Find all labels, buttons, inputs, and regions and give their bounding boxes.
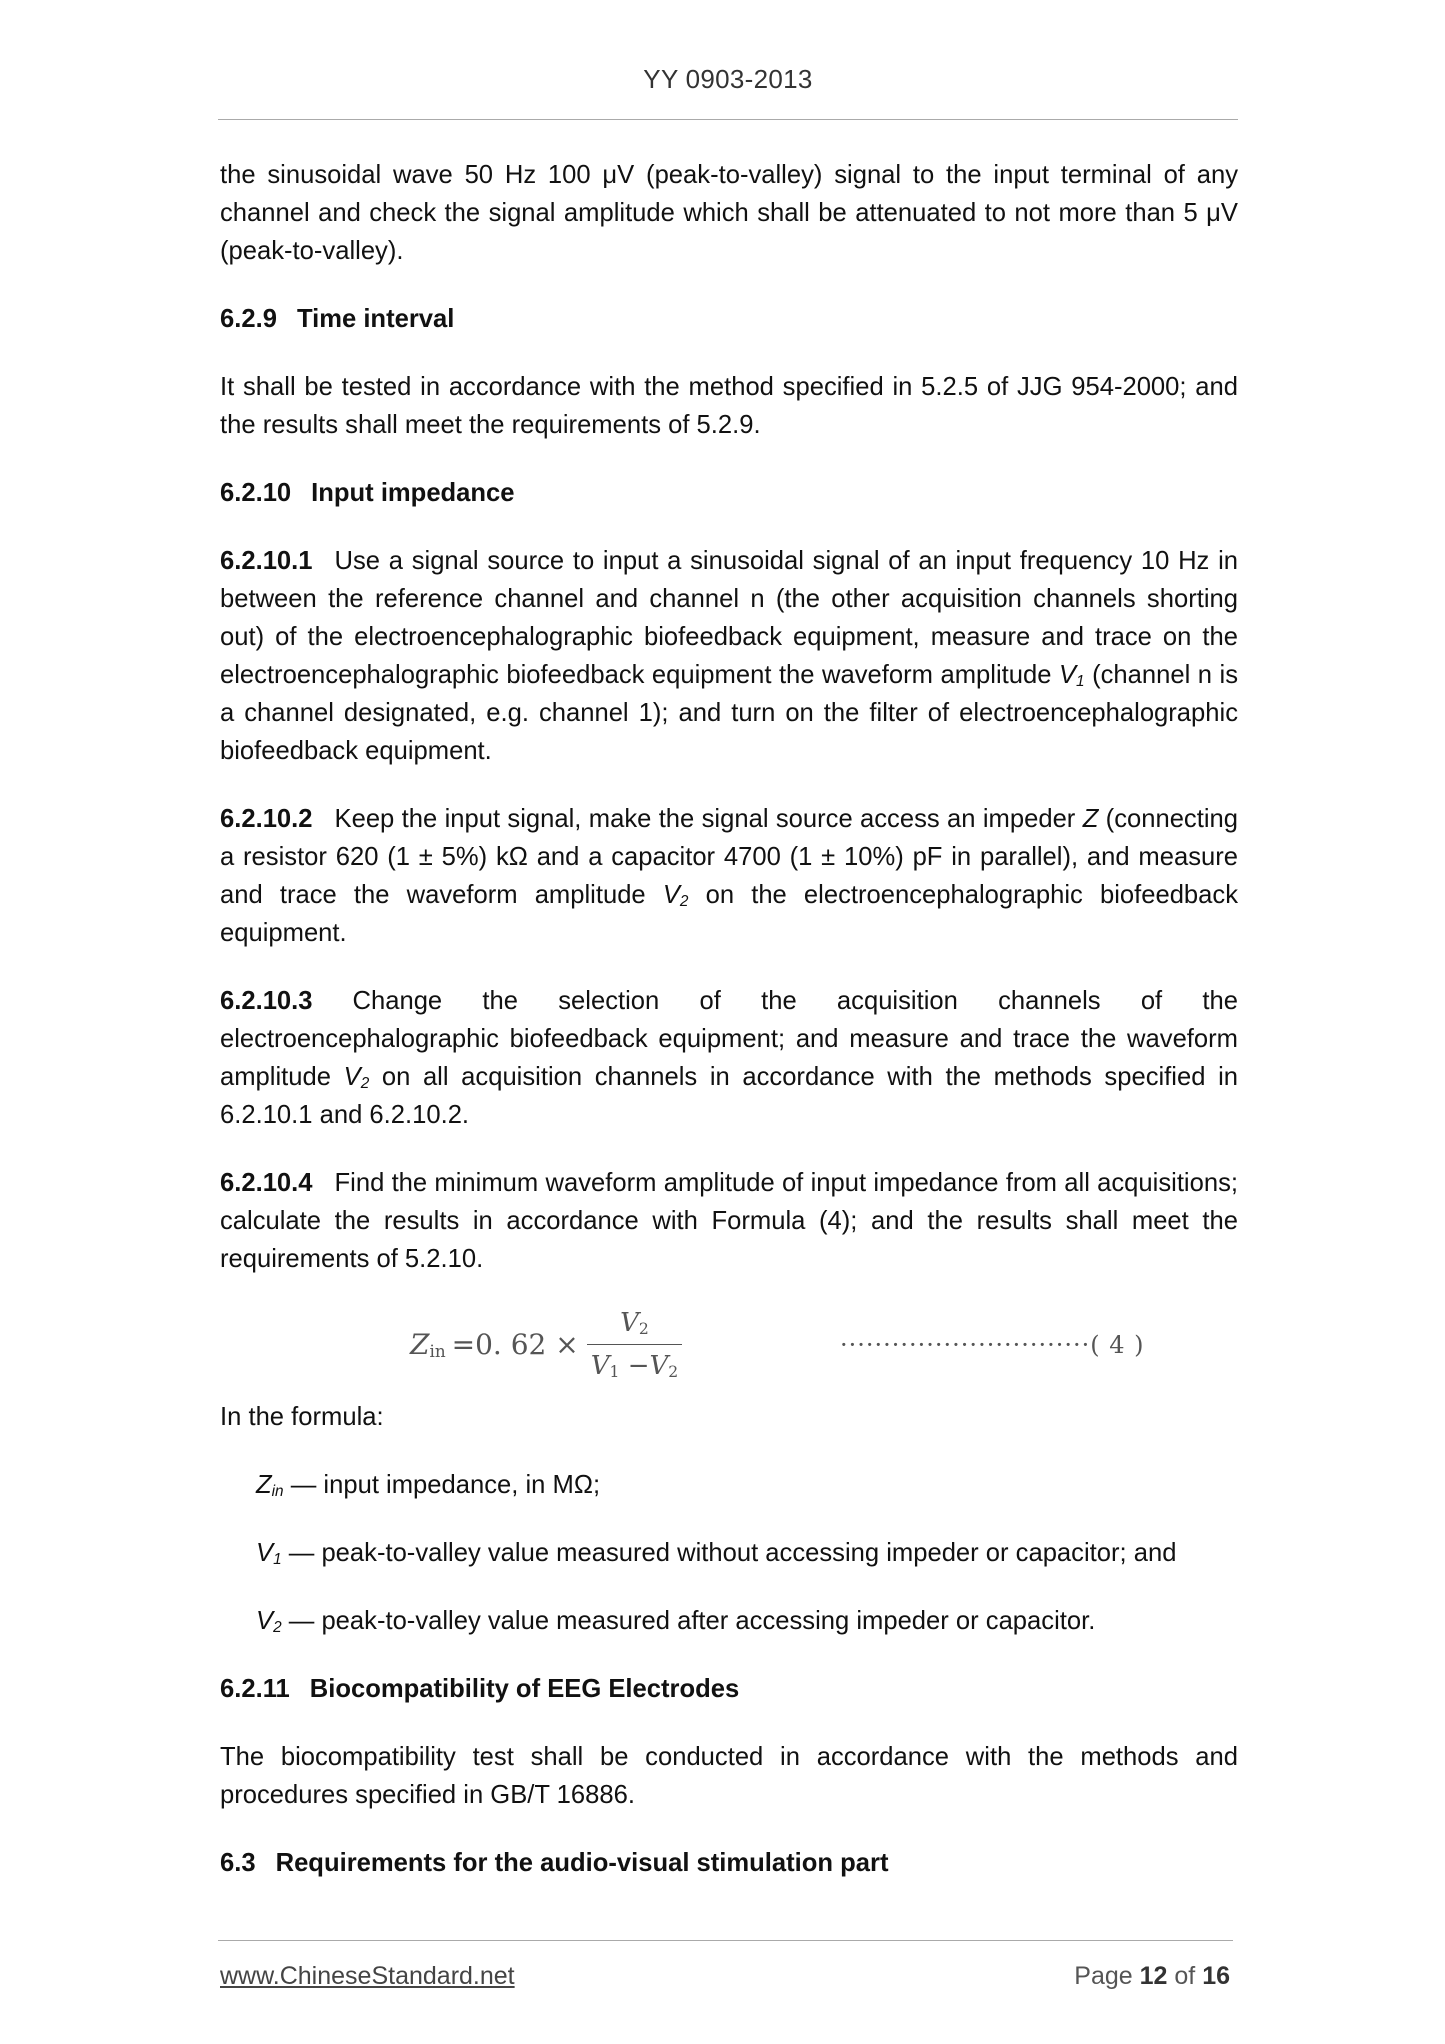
heading-6-2-10 bbox=[220, 474, 1238, 512]
definition-zin: $Z_{in}$ — input impedance, in MΩ; bbox=[256, 1471, 601, 1500]
paragraph-6-2-10-3 bbox=[220, 982, 1238, 1134]
clause-text: Find the minimum waveform amplitude of input impedance from all acquisitions; calculate the results in accordance with Formula (4); and the results shall meet the requirements of 5.2.10. bbox=[220, 1169, 1238, 1273]
paragraph-6-2-11: The biocompatibility test shall be conducted in accordance with the methods and procedures specified in GB/T 16886. bbox=[220, 1743, 1238, 1809]
clause-text: Use a signal source to input a sinusoidal signal of an input frequency 10 Hz in between the reference channel and channel n (the other acquisition channels shorting out) of the electroencephalographic biofeedback equipment, measure and trace on the electroencephalographic biofeedback equipment the waveform amplitude bbox=[220, 547, 1238, 689]
document-id: YY 0903-2013 bbox=[643, 64, 813, 94]
section-title: Time interval bbox=[296, 305, 455, 333]
paragraph-6-2-10-1 bbox=[220, 542, 1238, 770]
symbol-z: Z bbox=[1082, 805, 1099, 833]
formula-fraction: $\frac{V_2}{V_1 -V_2}$ bbox=[587, 1304, 682, 1385]
clause-number: 6.2.10.3 bbox=[220, 987, 313, 1015]
heading-6-2-11 bbox=[220, 1670, 1238, 1708]
formula-4 bbox=[220, 1288, 1238, 1398]
section-number: 6.2.10 bbox=[220, 479, 292, 507]
clause-text: on all acquisition channels in accordance with the methods specified in 6.2.10.1 and 6.2.10.2. bbox=[220, 1063, 1238, 1129]
clause-number: 6.2.10.1 bbox=[220, 547, 313, 575]
heading-6-3 bbox=[220, 1844, 1238, 1882]
clause-text: (channel n is a channel designated, e.g. channel 1); and turn on the filter of electroencephalographic biofeedback equipment. bbox=[220, 661, 1238, 765]
section-number: 6.2.11 bbox=[220, 1675, 290, 1703]
section-title: Requirements for the audio-visual stimulation part bbox=[275, 1849, 889, 1877]
footer-divider bbox=[218, 1940, 1233, 1941]
paragraph-6-2-10-2 bbox=[220, 800, 1238, 952]
heading-6-2-9 bbox=[220, 300, 1238, 338]
formula-expression: $Z_{in}$ =0. 62 × $\frac{V_2}{V_1 -V_2}$ bbox=[410, 1304, 682, 1385]
formula-intro: In the formula: bbox=[220, 1403, 384, 1431]
website-link[interactable]: www.ChineseStandard.net bbox=[220, 1962, 515, 1990]
section-number: 6.3 bbox=[220, 1849, 256, 1877]
paragraph-6-2-9: It shall be tested in accordance with the method specified in 5.2.5 of JJG 954-2000; and the results shall meet the requirements of 5.2.9. bbox=[220, 373, 1238, 439]
clause-number: 6.2.10.4 bbox=[220, 1169, 313, 1197]
paragraph-6-2-10-4 bbox=[220, 1164, 1238, 1278]
header-divider bbox=[218, 119, 1238, 120]
section-title: Biocompatibility of EEG Electrodes bbox=[309, 1675, 740, 1703]
clause-text: on the electroencephalographic biofeedback equipment. bbox=[220, 881, 1238, 947]
clause-text: Change the selection of the acquisition channels of the electroencephalographic biofeedback equipment; and measure and trace the waveform amplitude bbox=[220, 987, 1238, 1091]
page-body bbox=[220, 156, 1238, 1882]
symbol-v1: $V_1$ bbox=[1058, 661, 1085, 690]
symbol-v2: $V_2$ bbox=[343, 1063, 370, 1092]
clause-number: 6.2.10.2 bbox=[220, 805, 313, 833]
formula-label: ·····························( 4 ) bbox=[840, 1331, 1145, 1359]
section-title: Input impedance bbox=[311, 479, 515, 507]
clause-text: (connecting a resistor 620 (1 ± 5%) kΩ and a capacitor 4700 (1 ± 10%) pF in parallel), and measure and trace the waveform amplitude bbox=[220, 805, 1238, 909]
definition-v1: $V_1$ — peak-to-valley value measured without accessing impeder or capacitor; and bbox=[256, 1539, 1177, 1568]
symbol-v2: $V_2$ bbox=[662, 881, 689, 910]
section-number: 6.2.9 bbox=[220, 305, 277, 333]
page-indicator: Page 12 of 16 bbox=[1074, 1962, 1230, 1990]
definition-v2: $V_2$ — peak-to-valley value measured after accessing impeder or capacitor. bbox=[256, 1607, 1096, 1636]
clause-text: Keep the input signal, make the signal source access an impeder bbox=[334, 805, 1083, 833]
intro-paragraph: the sinusoidal wave 50 Hz 100 μV (peak-to-valley) signal to the input terminal of any channel and check the signal amplitude which shall be attenuated to not more than 5 μV (peak-to-valley). bbox=[220, 161, 1238, 265]
